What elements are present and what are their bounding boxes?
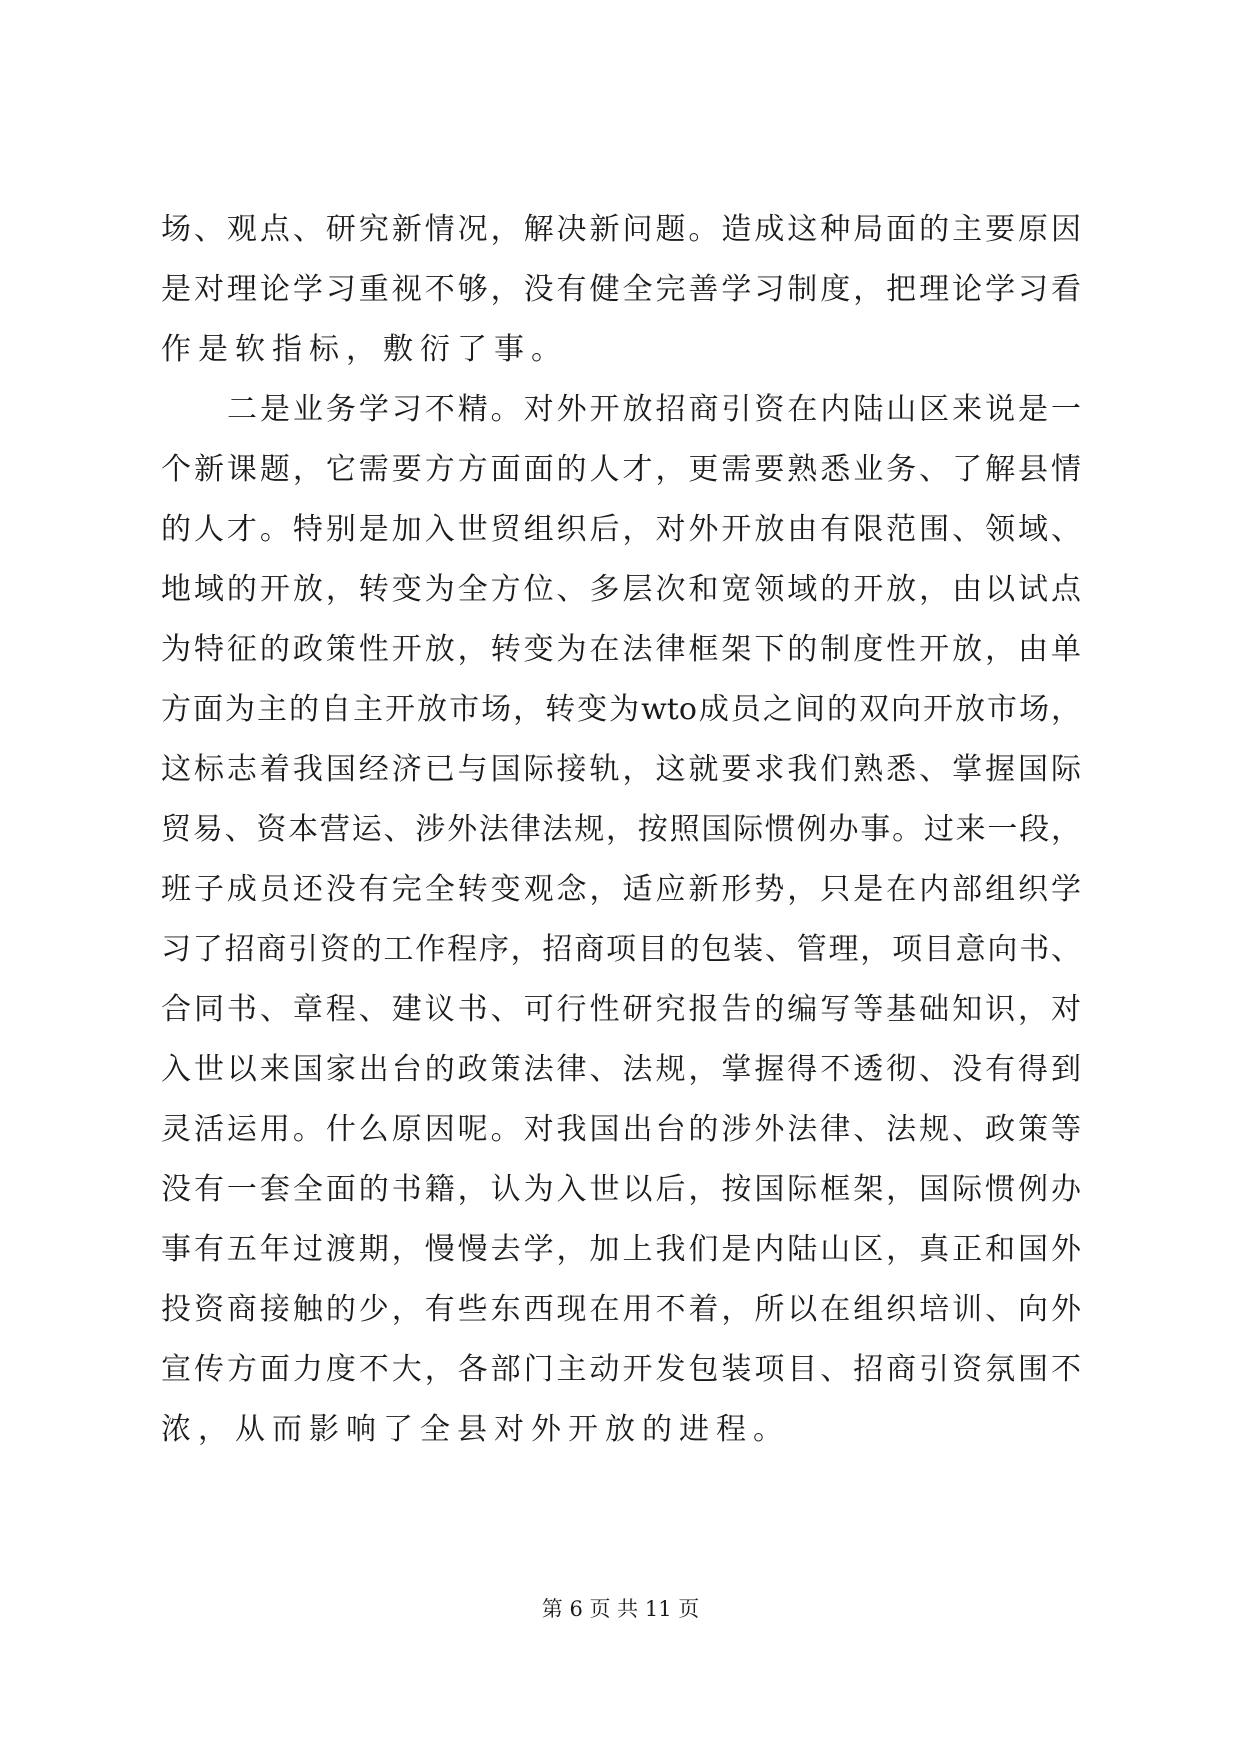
paragraph-first-line: 二是业务学习不精。对外开放招商引资在内陆山区来说是一: [227, 392, 1081, 427]
paragraph-line: 合同书、章程、建议书、可行性研究报告的编写等基础知识，对: [161, 992, 1081, 1027]
paragraph-line: 入世以来国家出台的政策法律、法规，掌握得不透彻、没有得到: [161, 1052, 1081, 1087]
paragraph-line: 是对理论学习重视不够，没有健全完善学习制度，把理论学习看: [161, 272, 1081, 307]
paragraph-line: 地域的开放，转变为全方位、多层次和宽领域的开放，由以试点: [161, 572, 1081, 607]
paragraph-line: 方面为主的自主开放市场，转变为wto成员之间的双向开放市场，: [161, 692, 1081, 727]
paragraph-line: 班子成员还没有完全转变观念，适应新形势，只是在内部组织学: [161, 872, 1081, 907]
paragraph-line: 的人才。特别是加入世贸组织后，对外开放由有限范围、领域、: [161, 512, 1081, 547]
page-number-footer: 第 6 页 共 11 页: [541, 1597, 700, 1621]
paragraph-line: 事有五年过渡期，慢慢去学，加上我们是内陆山区，真正和国外: [161, 1232, 1081, 1267]
paragraph-line: 浓，从而影响了全县对外开放的进程。: [161, 1412, 790, 1447]
paragraph-line: 个新课题，它需要方方面面的人才，更需要熟悉业务、了解县情: [161, 452, 1081, 487]
paragraph-line: 为特征的政策性开放，转变为在法律框架下的制度性开放，由单: [161, 632, 1081, 667]
paragraph-line: 习了招商引资的工作程序，招商项目的包装、管理，项目意向书、: [161, 932, 1081, 967]
paragraph-line: 场、观点、研究新情况，解决新问题。造成这种局面的主要原因: [161, 212, 1081, 247]
paragraph-line: 灵活运用。什么原因呢。对我国出台的涉外法律、法规、政策等: [161, 1112, 1081, 1147]
paragraph-line: 贸易、资本营运、涉外法律法规，按照国际惯例办事。过来一段，: [161, 812, 1081, 847]
paragraph-line: 宣传方面力度不大，各部门主动开发包装项目、招商引资氛围不: [161, 1352, 1081, 1387]
paragraph-line: 没有一套全面的书籍，认为入世以后，按国际框架，国际惯例办: [161, 1172, 1081, 1207]
paragraph-line: 这标志着我国经济已与国际接轨，这就要求我们熟悉、掌握国际: [161, 752, 1081, 787]
paragraph-line: 投资商接触的少，有些东西现在用不着，所以在组织培训、向外: [161, 1292, 1081, 1327]
paragraph-line: 作是软指标，敷衍了事。: [161, 332, 568, 367]
